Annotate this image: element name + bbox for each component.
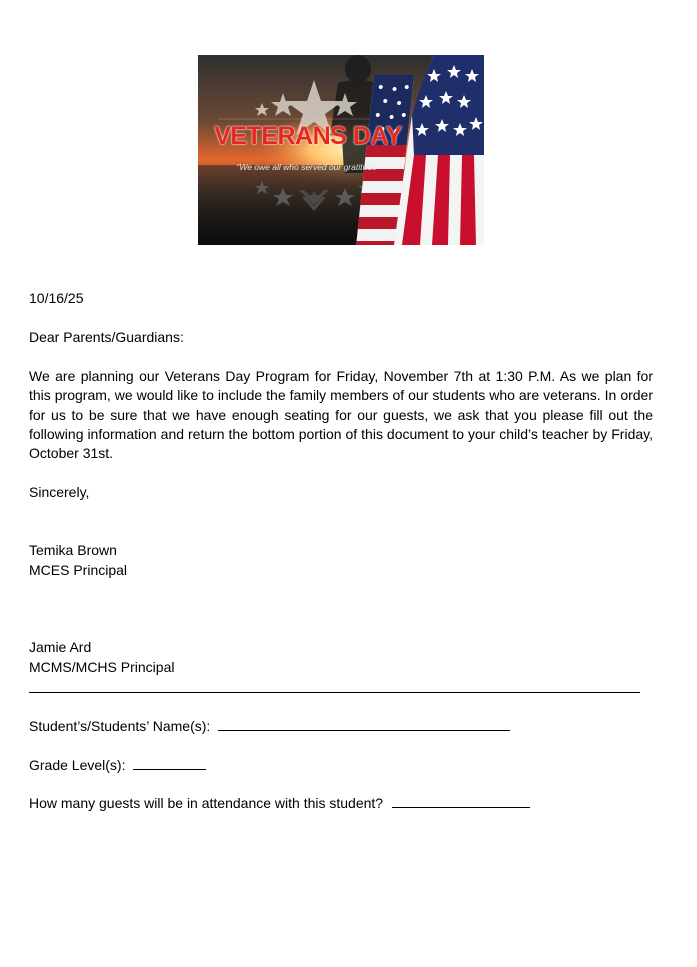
guests-count-blank[interactable] [392,793,530,808]
letter-greeting: Dear Parents/Guardians: [29,329,184,345]
signer-2-title: MCMS/MCHS Principal [29,659,175,675]
signer-1-title: MCES Principal [29,562,128,578]
tear-off-divider [29,692,640,693]
letter-date: 10/16/25 [29,290,84,306]
banner-quote: “We owe all who served our gratitude” [236,162,380,172]
grade-level-row [29,755,206,774]
letter-closing: Sincerely, [29,484,90,500]
grade-level-label: Grade Level(s): [29,757,126,773]
guests-label: How many guests will be in attendance with this student? [29,795,384,811]
letter-body: We are planning our Veterans Day Program for Friday, November 7th at 1:30 P.M. As we plan for this program, we would like to include the family members of our students who are veterans. In order for us to be sure that we have enough seating for our guests, we ask that you please fill out the following information and return the bottom portion of this document to your child’s teacher by Friday, October 31st. [29,368,653,462]
veterans-day-banner [198,55,484,245]
banner-title: VETERANS DAY [214,122,402,150]
student-name-blank[interactable] [218,716,510,731]
student-name-row [29,716,510,735]
grade-level-blank[interactable] [133,755,206,770]
guests-row [29,793,530,812]
signer-2-name: Jamie Ard [29,639,92,655]
student-name-label: Student’s/Students’ Name(s): [29,718,211,734]
signer-1-name: Temika Brown [29,542,117,558]
